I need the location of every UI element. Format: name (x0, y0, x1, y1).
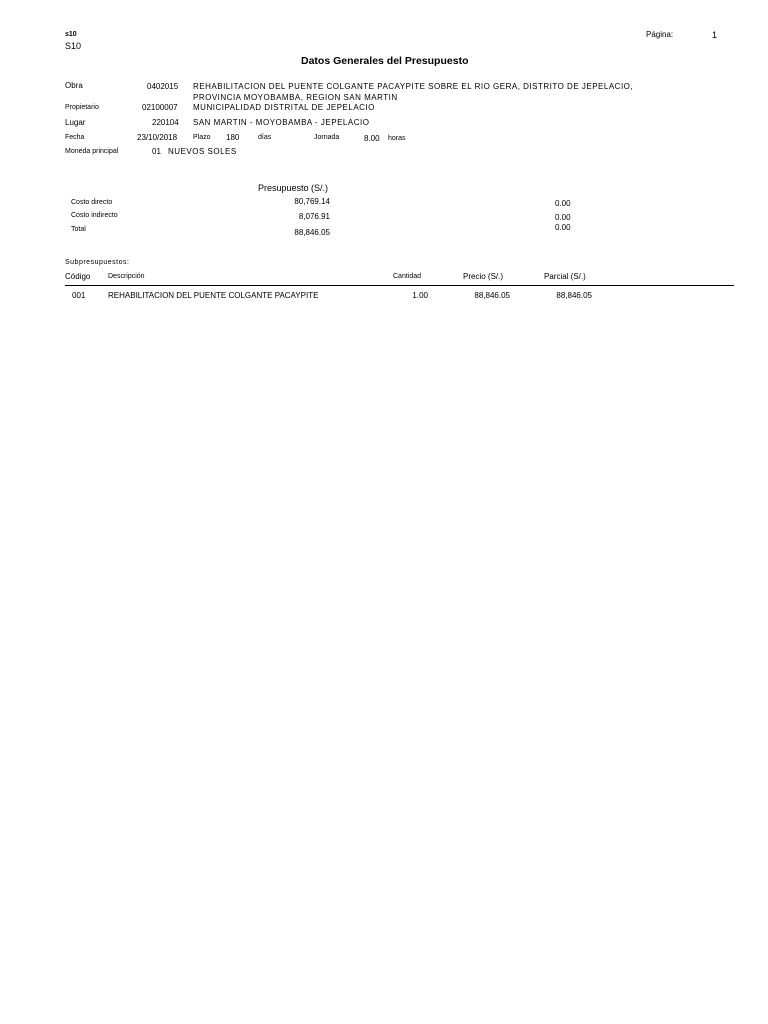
jornada-unit: horas (388, 135, 406, 142)
total-value: 88,846.05 (294, 228, 330, 237)
propietario-name: MUNICIPALIDAD DISTRITAL DE JEPELACIO (193, 103, 375, 112)
col-cantidad-header: Cantidad (393, 273, 422, 280)
obra-code: 0402015 (147, 82, 179, 91)
obra-label: Obra (65, 81, 83, 90)
document-title: Datos Generales del Presupuesto (301, 55, 469, 67)
costo-indirecto-value: 8,076.91 (298, 212, 330, 221)
jornada-label: Jornada (314, 134, 340, 141)
costo-indirecto-extra: 0.00 (555, 213, 571, 222)
col-descripcion-header: Descripción (108, 273, 145, 280)
costo-indirecto-label: Costo indirecto (71, 212, 118, 219)
logo-text: s10 (65, 31, 77, 38)
lugar-code: 220104 (152, 118, 179, 127)
propietario-code: 02100007 (142, 103, 178, 112)
page-number: 1 (712, 30, 718, 40)
obra-description-line2: PROVINCIA MOYOBAMBA, REGION SAN MARTIN (193, 93, 398, 102)
row-precio: 88,846.05 (474, 291, 510, 300)
subpresupuestos-label: Subpresupuestos: (65, 259, 130, 266)
row-parcial: 88,846.05 (556, 291, 592, 300)
plazo-unit: días (258, 134, 272, 141)
row-descripcion: REHABILITACION DEL PUENTE COLGANTE PACAYPITE (108, 291, 319, 300)
moneda-label: Moneda principal (65, 148, 119, 155)
fecha-value: 23/10/2018 (137, 133, 178, 142)
jornada-value: 8.00 (364, 134, 380, 143)
presupuesto-header: Presupuesto (S/.) (258, 183, 329, 193)
col-codigo-header: Código (65, 272, 91, 281)
col-parcial-header: Parcial (S/.) (544, 272, 586, 281)
propietario-label: Propietario (65, 104, 99, 111)
page-label: Página: (646, 30, 674, 39)
costo-directo-value: 80,769.14 (294, 197, 330, 206)
obra-description-line1: REHABILITACION DEL PUENTE COLGANTE PACAYPITE SOBRE EL RIO GERA, DISTRITO DE JEPELACIO, (193, 82, 634, 91)
moneda-name: NUEVOS SOLES (168, 147, 237, 156)
costo-directo-label: Costo directo (71, 199, 113, 206)
moneda-code: 01 (152, 147, 161, 156)
total-label: Total (71, 226, 86, 233)
app-name: S10 (65, 41, 82, 51)
row-codigo: 001 (72, 291, 86, 300)
lugar-label: Lugar (65, 118, 86, 127)
plazo-label: Plazo (193, 134, 211, 141)
lugar-name: SAN MARTIN - MOYOBAMBA - JEPELACIO (193, 118, 370, 127)
header-rule (65, 285, 734, 286)
row-cantidad: 1.00 (412, 291, 428, 300)
plazo-value: 180 (226, 133, 240, 142)
fecha-label: Fecha (65, 134, 85, 141)
col-precio-header: Precio (S/.) (463, 272, 504, 281)
costo-directo-extra: 0.00 (555, 199, 571, 208)
total-extra: 0.00 (555, 223, 571, 232)
